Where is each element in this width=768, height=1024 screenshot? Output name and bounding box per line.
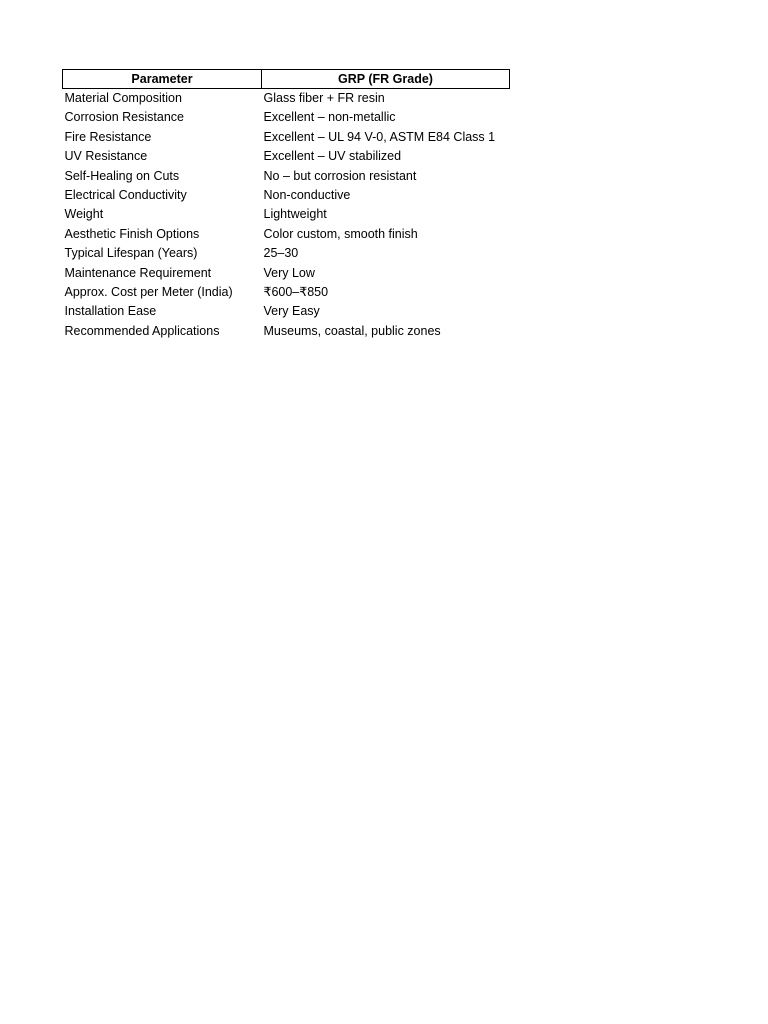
value-cell: Excellent – non-metallic xyxy=(263,110,396,125)
table-row xyxy=(63,108,510,127)
value-cell: ₹600–₹850 xyxy=(263,285,329,300)
header-parameter: Parameter xyxy=(63,70,262,89)
table-row xyxy=(63,186,510,205)
table-body xyxy=(63,89,510,342)
value-cell: Color custom, smooth finish xyxy=(263,226,418,241)
parameter-cell: Installation Ease xyxy=(64,304,157,319)
parameter-cell: Fire Resistance xyxy=(64,129,152,144)
table-row xyxy=(63,128,510,147)
table-header-row xyxy=(63,70,510,89)
parameter-cell: Approx. Cost per Meter (India) xyxy=(64,285,233,300)
table-row xyxy=(63,147,510,166)
value-cell: No – but corrosion resistant xyxy=(263,168,417,183)
parameter-cell: UV Resistance xyxy=(64,149,148,164)
value-cell: Museums, coastal, public zones xyxy=(263,323,441,338)
parameter-cell: Electrical Conductivity xyxy=(64,188,187,203)
value-cell: Excellent – UL 94 V-0, ASTM E84 Class 1 xyxy=(263,129,496,144)
parameter-cell: Maintenance Requirement xyxy=(64,265,212,280)
table-row xyxy=(63,283,510,302)
table-row xyxy=(63,244,510,263)
parameter-cell: Recommended Applications xyxy=(64,323,220,338)
parameter-cell: Weight xyxy=(64,207,104,222)
parameter-cell: Self-Healing on Cuts xyxy=(64,168,180,183)
header-grp-fr-grade: GRP (FR Grade) xyxy=(262,70,510,89)
value-cell: Very Low xyxy=(263,265,315,280)
table-row xyxy=(63,322,510,341)
spec-table xyxy=(62,69,510,341)
value-cell: 25–30 xyxy=(263,246,299,261)
value-cell: Glass fiber + FR resin xyxy=(263,91,385,105)
value-cell: Lightweight xyxy=(263,207,327,222)
table-row xyxy=(63,225,510,244)
parameter-cell: Aesthetic Finish Options xyxy=(64,226,200,241)
parameter-cell: Material Composition xyxy=(64,91,182,105)
value-cell: Very Easy xyxy=(263,304,320,319)
table-row xyxy=(63,264,510,283)
parameter-cell: Corrosion Resistance xyxy=(64,110,184,125)
value-cell: Excellent – UV stabilized xyxy=(263,149,402,164)
table-row xyxy=(63,302,510,321)
table-row xyxy=(63,89,510,109)
table-row xyxy=(63,167,510,186)
value-cell: Non-conductive xyxy=(263,188,351,203)
table-row xyxy=(63,205,510,224)
parameter-cell: Typical Lifespan (Years) xyxy=(64,246,198,261)
